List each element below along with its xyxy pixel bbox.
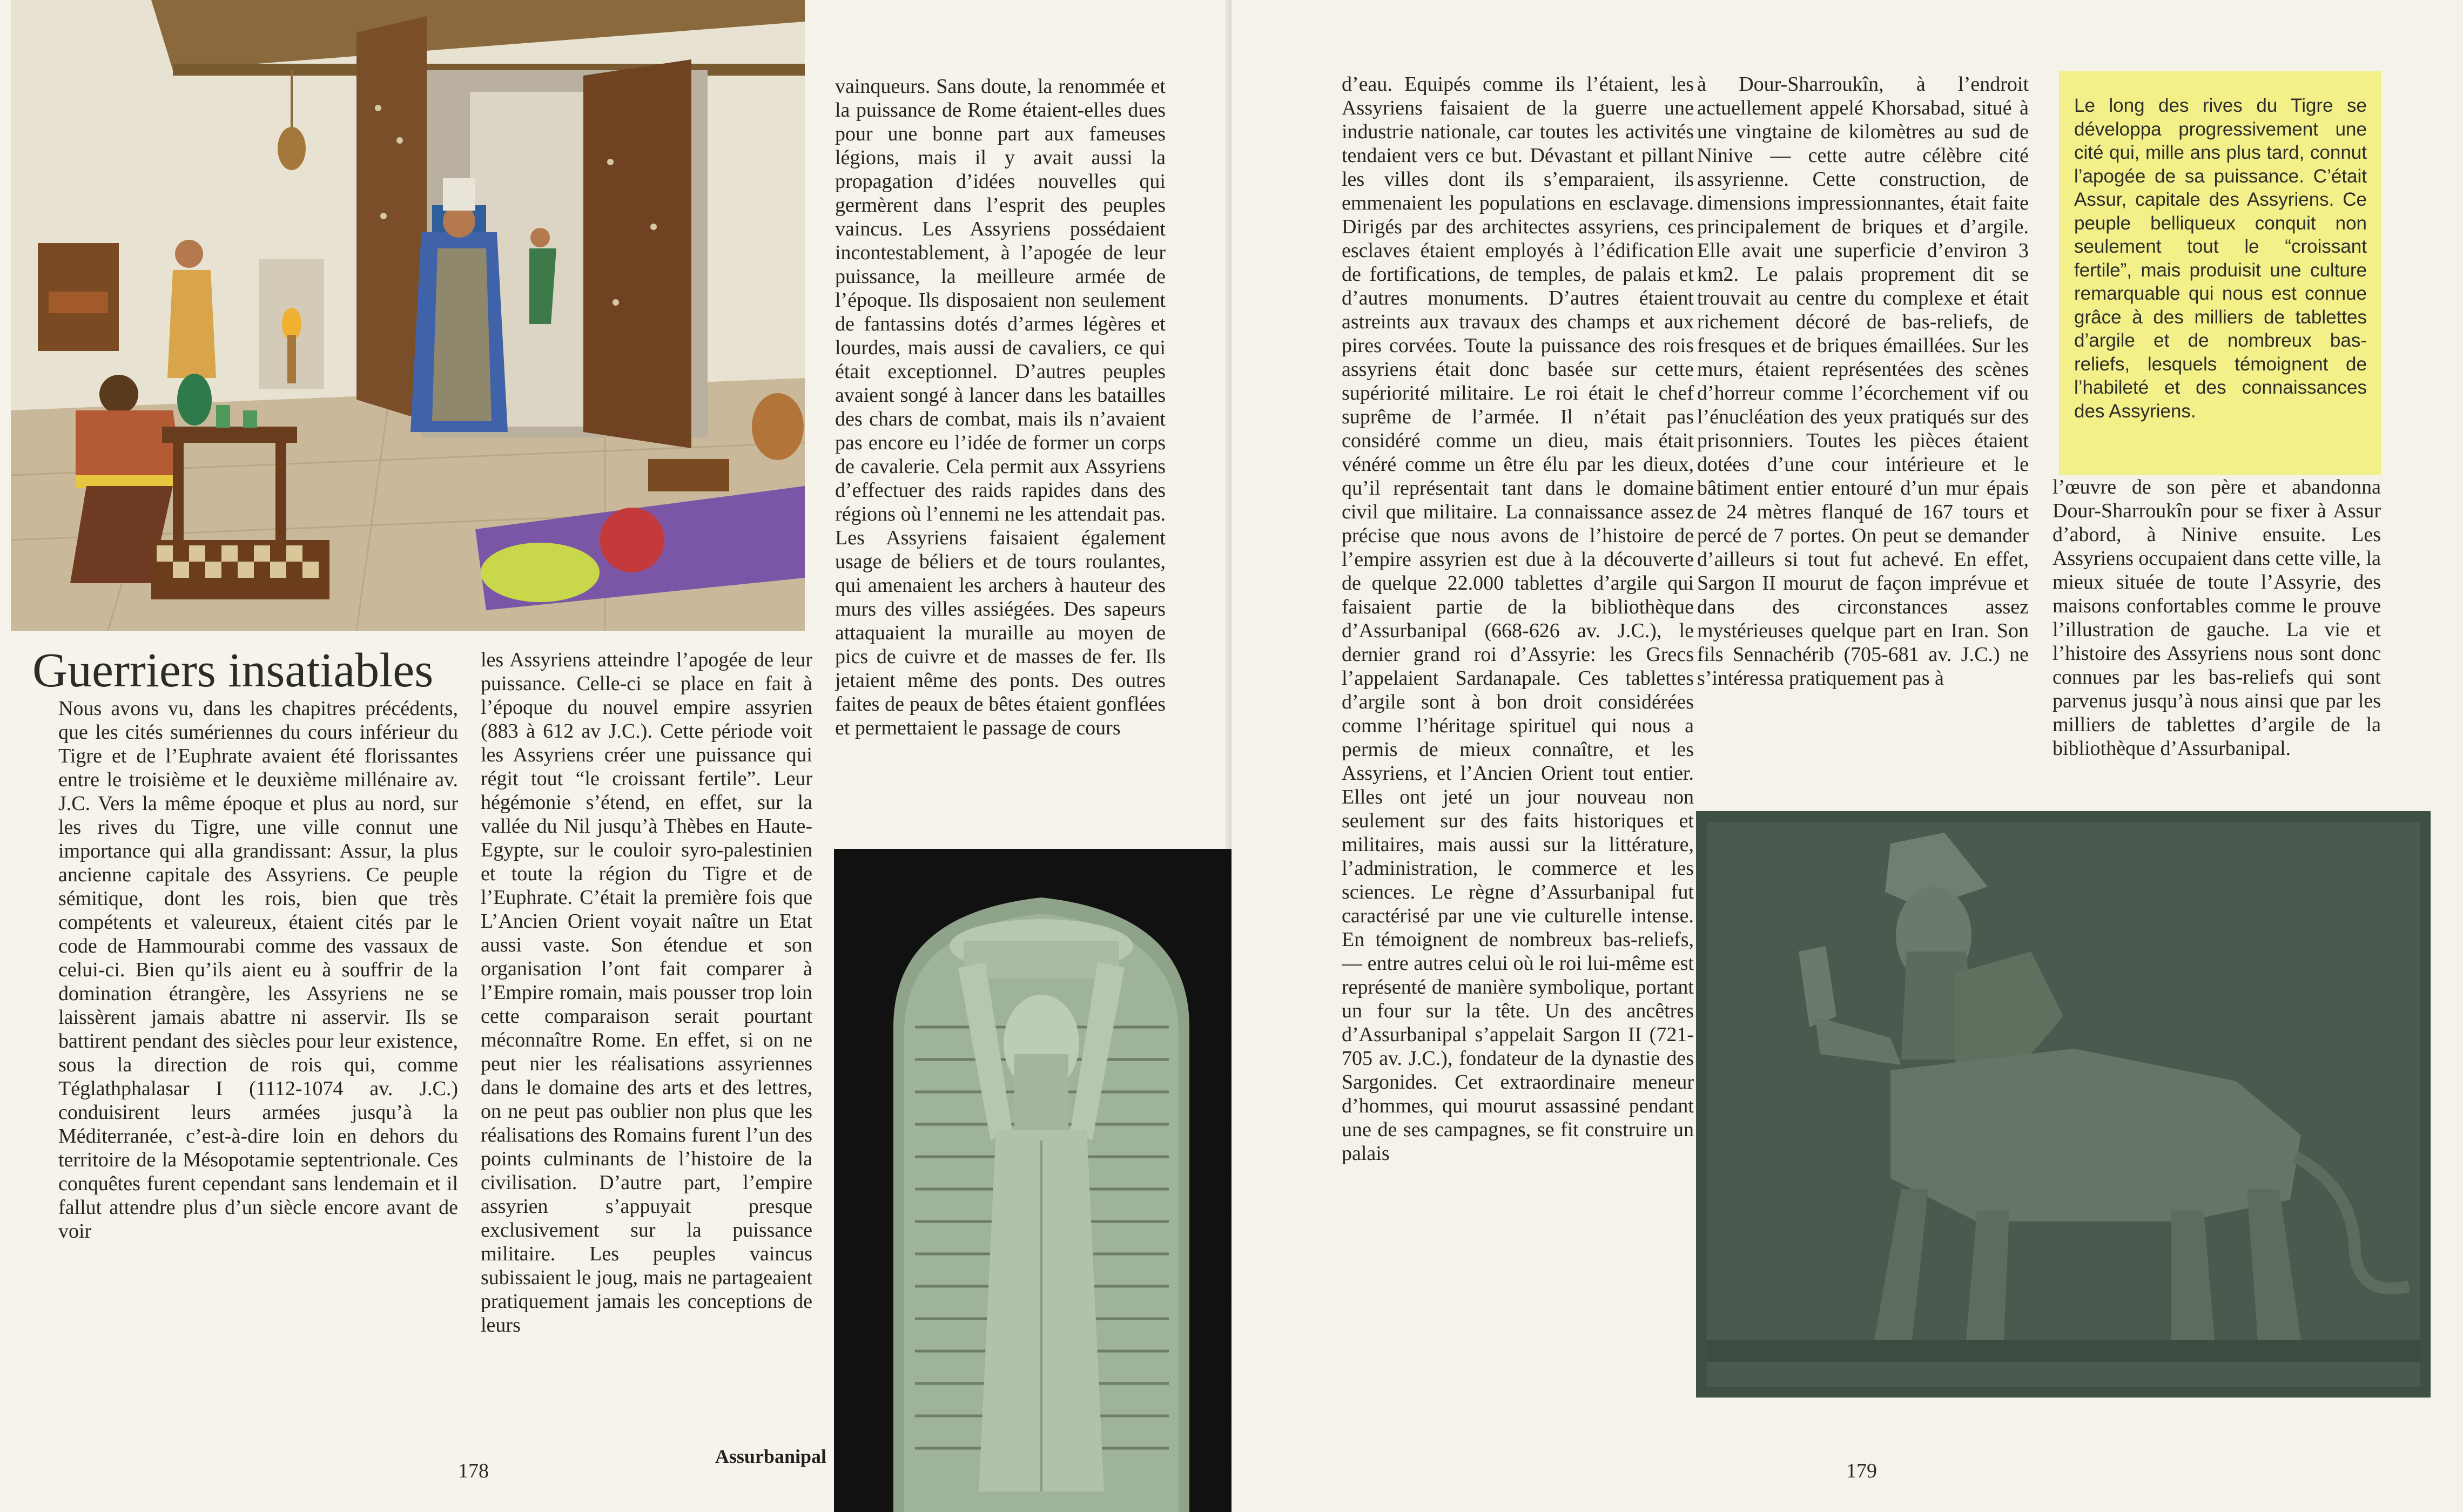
photo-caption: Assurbanipal [715, 1446, 826, 1467]
assyrian-interior-illustration [11, 0, 805, 631]
paragraph-col6: l’œuvre de son père et abandonna Dour-Sharroukîn pour se fixer à Assur d’abord, à Ninive ensuite. Les Assyriens occupaient dans cette ville, la mieux située de toute l’Assyrie, des maisons confortables comme le prouve l’illustration de gauche. La vie et l’histoire des Assyriens nous sont donc connues par les bas-reliefs qui sont parvenus jusqu’à nous ainsi que par les milliers de tablettes d’argile de la bibliothèque d’Assurbanipal. [2052, 476, 2381, 760]
paragraph-col5: à Dour-Sharroukîn, à l’endroit actuellement appelé Khorsabad, situé à une vingtaine de kilomètres au sud de Ninive — cette autre célèbre cité assyrienne. Cette construction, de dimensions impressionnantes, était faite principalement de briques et d’argile. Elle avait une superficie d’environ 3 km2. Le palais proprement dit se trouvait au centre du complexe et était richement décoré de bas-reliefs, de fresques et de briques émaillées. Sur les murs, étaient représentées des scènes d’horreur comme l’écorchement vif ou l’énucléation des yeux pratiqués sur des prisonniers. Toutes les pièces étaient dotées d’une cour intérieure et le bâtiment entier entouré d’un mur épais de 24 mètres flanqué de 167 tours et percé de 7 portes. On peut se demander d’ailleurs si tout fut achevé. En effet, Sargon II mourut de façon imprévue et dans des circonstances assez mystérieuses quelque part en Iran. Son fils Sennachérib (705-681 av. J.C.) ne s’intéressa pratiquement pas à [1697, 73, 2029, 690]
text-column-5 [1697, 72, 2029, 796]
text-column-2 [481, 648, 812, 1426]
stele-image [834, 849, 1249, 1512]
highlight-box [2059, 71, 2381, 475]
article-title: Guerriers insatiables [32, 644, 434, 697]
page-number-right: 179 [1846, 1460, 1877, 1482]
assurbanipal-stele-photo [834, 849, 1249, 1512]
paragraph-col4: d’eau. Equipés comme ils l’étaient, les Assyriens faisaient de la guerre une industrie nationale, car toutes les activités tendaient vers ce but. Dévastant et pillant les villes dont ils s’emparaient, ils emmenaient les populations en esclavage. Dirigés par des architectes assyriens, ces esclaves étaient employés à l’édification de fortifications, de temples, de palais et d’autres monuments. D’autres étaient astreints aux travaux des champs et aux pires corvées. Toute la puissance des rois assyriens était donc basée sur cette supériorité militaire. Le roi était le chef suprême de l’armée. Il n’était pas considéré comme un dieu, mais était vénéré comme un être élu par les dieux, qu’il représentait tant dans le domaine civil que militaire. La connaissance assez précise que nous avons de l’histoire de l’empire assyrien est due à la découverte de quelque 22.000 tablettes d’argile qui faisaient partie de la bibliothèque d’Assurbanipal (668-626 av. J.C.), le dernier grand roi d’Assyrie: les Grecs l’appelaient Sardanapale. Ces tablettes d’argile sont à bon droit considérées comme l’héritage spirituel qui nous a permis de mieux connaître, et les Assyriens, et l’Ancien Orient tout entier. Elles ont jeté un jour nouveau non seulement sur des faits historiques et militaires, mais aussi sur la littérature, l’administration, le commerce et les sciences. Le règne d’Assurbanipal fut caractérisé par une vie culturelle intense. En témoignent de nombreux bas-reliefs, — entre autres celui où le roi lui-même est représenté de manière symbolique, portant un four sur la tête. Un des ancêtres d’Assurbanipal s’appelait Sargon II (721-705 av. J.C.), fondateur de la dynastie des Sargonides. Cet extraordinaire meneur d’hommes, qui mourut assassiné pendant une de ses campagnes, se fit construire un palais [1342, 73, 1694, 1165]
text-column-1 [58, 697, 458, 1409]
lamassu-relief-photo [1696, 811, 2431, 1398]
page-number-left: 178 [458, 1460, 489, 1482]
paragraph-col2: les Assyriens atteindre l’apogée de leur puissance. Celle-ci se place en fait à l’époque du nouvel empire assyrien (883 à 612 av J.C.). Cette période voit les Assyriens créer une puissance qui régit tout “le croissant fertile”. Leur hégémonie s’étend, en effet, sur la vallée du Nil jusqu’à Thèbes en Haute-Egypte, sur le couloir syro-palestinien et toute la région du Tigre et de l’Euphrate. C’était la première fois que L’Ancien Orient voyait naître un Etat aussi vaste. Son étendue et son organisation l’ont fait comparer à l’Empire romain, mais pousser trop loin cette comparaison serait pourtant méconnaître Rome. En effet, si on ne peut nier les réalisations assyriennes dans le domaine des arts et des lettres, on ne peut pas oublier non plus que les réalisations des Romains furent l’un des points culminants de l’histoire de la civilisation. D’autre part, l’empire assyrien s’appuyait presque exclusivement sur la puissance militaire. Les peuples vaincus subissaient le joug, mais ne partageaient pratiquement jamais les conceptions de leurs [481, 649, 812, 1336]
relief-image [1696, 811, 2431, 1398]
highlight-box-text: Le long des rives du Tigre se développa progressivement une cité qui, mille ans plus tard, connut l’apogée de sa puissance. C’était Assur, capitale des Assyriens. Ce peuple belliqueux conquit non seulement tout le “croissant fertile”, mais produisit une culture remarquable qui nous est connue grâce à des milliers de tablettes d’argile et de nombreux bas-reliefs, lesquels témoignent de l’habileté et des connaissances des Assyriens. [2074, 95, 2367, 422]
text-column-6 [2052, 475, 2381, 805]
paragraph-col3: vainqueurs. Sans doute, la renommée et la puissance de Rome étaient-elles dues pour une bonne part aux fameuses légions, mais il y avait aussi la propagation d’idées nouvelles qui germèrent dans l’esprit des peuples vaincus. Les Assyriens possédaient incontestablement, à l’apogée de leur puissance, la meilleure armée de l’époque. Ils disposaient non seulement de fantassins dotés d’armes légères et lourdes, mais aussi de cavaliers, ce qui était exceptionnel. D’autres peuples avaient songé à lancer dans les batailles des chars de combat, mais ils n’avaient pas encore eu l’idée de former un corps de cavalerie. Cela permit aux Assyriens d’effectuer des raids rapides dans des régions où l’ennemi ne les attendait pas. Les Assyriens faisaient également usage de béliers et de tours roulantes, qui amenaient les archers à hauteur des murs des villes assiégées. Des sapeurs attaquaient la muraille au moyen de pics de cuivre et de masses de fer. Ils jetaient même des ponts. Des outres faites de peaux de bêtes étaient gonflées et permettaient le passage de cours [835, 75, 1166, 739]
interior-scene-image [11, 0, 805, 631]
text-column-3 [835, 75, 1166, 839]
paragraph-col1: Nous avons vu, dans les chapitres précédents, que les cités sumériennes du cours inférieur du Tigre et de l’Euphrate avaient été florissantes entre le troisième et le deuxième millénaire av. J.C. Vers la même époque et plus au nord, sur les rives du Tigre, une ville connut une importance qui alla grandissant: Assur, la plus ancienne capitale des Assyriens. Ce peuple sémitique, dont les rois, bien que très compétents et valeureux, étaient cités par le code de Hammourabi comme des vassaux de celui-ci. Bien qu’ils aient eu à souffrir de la domination étrangère, les Assyriens ne se laissèrent jamais abattre ni asservir. Ils se battirent pendant des siècles pour leur existence, sous la direction de rois qui, comme Téglathphalasar I (1112-1074 av. J.C.) conduisirent leurs armées jusqu’à la Méditerranée, c’est-à-dire loin en dehors du territoire de la Mésopotamie septentrionale. Ces conquêtes furent cependant sans lendemain et il fallut attendre plus d’un siècle encore avant de voir [58, 697, 458, 1243]
text-column-4 [1342, 72, 1694, 1460]
